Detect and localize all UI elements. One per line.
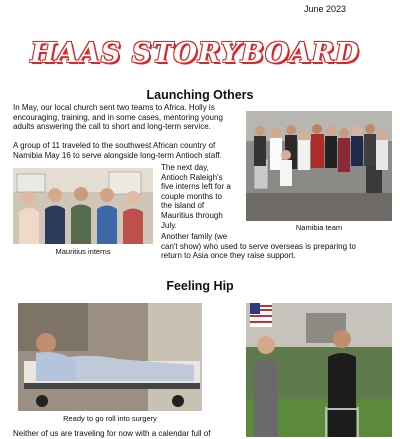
text-line: The next day, [161,163,209,172]
hip-paragraph [13,429,241,439]
namibia-caption: Namibia team [295,223,343,232]
intro-paragraph [13,103,241,132]
text-line: In May, our local church sent two teams to Africa. Holly is [13,103,215,112]
walker-photo [246,303,392,437]
namibia-paragraph [13,141,241,160]
asia-family-paragraph [161,232,396,261]
text-line: can't show) who used to serve overseas is preparing to [161,241,356,251]
text-line: adults answering the call to short and long-term service. [13,122,211,132]
text-line: encouraging, training, and in some cases, mentoring young [13,112,223,122]
newsletter-title: HAAS STORYBOARD [30,38,360,69]
text-line: Another family (we [161,232,228,241]
section-heading-launching: Launching Others [146,88,254,102]
mauritius-paragraph [161,163,245,230]
issue-date: June 2023 [304,4,347,14]
text-line: couple months to [161,191,222,201]
mauritius-interns-photo [13,168,153,244]
text-line: return to Asia once they raise support. [161,251,296,261]
text-line: Mauritius through [161,210,223,220]
namibia-team-photo [246,111,392,221]
text-line: July. [161,220,177,230]
text-line: Antioch Raleigh's [161,172,223,182]
text-line: A group of 11 traveled to the southwest African country of [13,141,216,150]
text-line: Neither of us are traveling for now with a calendar full of [13,429,211,438]
text-line: five interns left for a [161,182,231,192]
surgery-photo [18,303,202,411]
text-line: Namibia May 16 to serve alongside long-term Antioch staff. [13,150,222,160]
mauritius-caption: Mauritius interns [55,247,111,256]
text-line: the island of [161,201,205,211]
section-heading-feeling-hip: Feeling Hip [166,279,234,293]
surgery-caption: Ready to go roll into surgery [63,414,157,423]
